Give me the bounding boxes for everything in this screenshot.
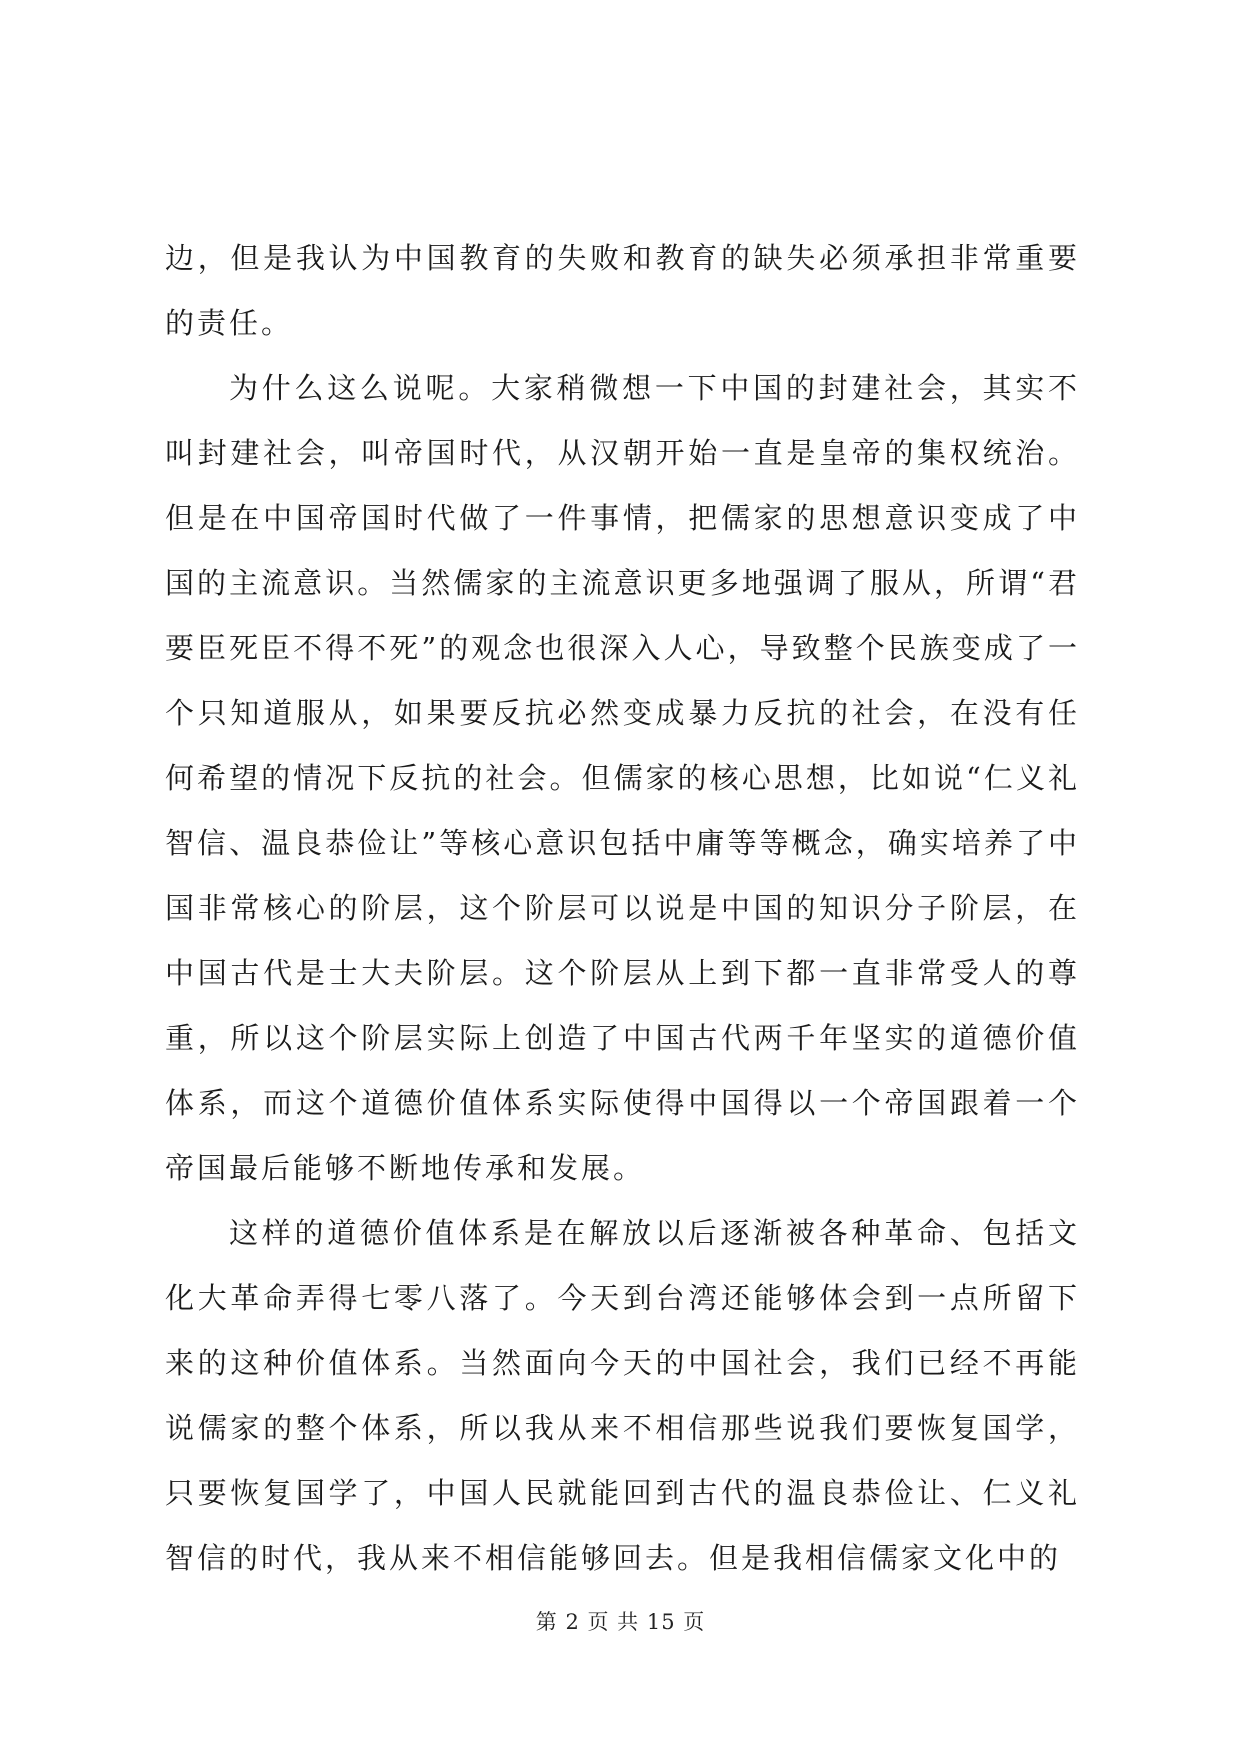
page-footer: 第 2 页 共 15 页 bbox=[535, 1610, 706, 1634]
body-text bbox=[165, 226, 1080, 1591]
paragraph-confucian-history: 为什么这么说呢。大家稍微想一下中国的封建社会，其实不叫封建社会，叫帝国时代，从汉朝开始一直是皇帝的集权统治。但是在中国帝国时代做了一件事情，把儒家的思想意识变成了中国的主流意识。当然儒家的主流意识更多地强调了服从，所谓“君要臣死臣不得不死”的观念也很深入人心，导致整个民族变成了一个只知道服从，如果要反抗必然变成暴力反抗的社会，在没有任何希望的情况下反抗的社会。但儒家的核心思想，比如说“仁义礼智信、温良恭俭让”等核心意识包括中庸等等概念，确实培养了中国非常核心的阶层，这个阶层可以说是中国的知识分子阶层，在中国古代是士大夫阶层。这个阶层从上到下都一直非常受人的尊重，所以这个阶层实际上创造了中国古代两千年坚实的道德价值体系，而这个道德价值体系实际使得中国得以一个帝国跟着一个帝国最后能够不断地传承和发展。 bbox=[165, 371, 1080, 1185]
paragraph-continuation: 边，但是我认为中国教育的失败和教育的缺失必须承担非常重要的责任。 bbox=[165, 241, 1080, 340]
paragraph-value-system: 这样的道德价值体系是在解放以后逐渐被各种革命、包括文化大革命弄得七零八落了。今天到台湾还能够体会到一点所留下来的这种价值体系。当然面向今天的中国社会，我们已经不再能说儒家的整个体系，所以我从来不相信那些说我们要恢复国学，只要恢复国学了，中国人民就能回到古代的温良恭俭让、仁义礼智信的时代，我从来不相信能够回去。但是我相信儒家文化中的 bbox=[165, 1216, 1080, 1575]
